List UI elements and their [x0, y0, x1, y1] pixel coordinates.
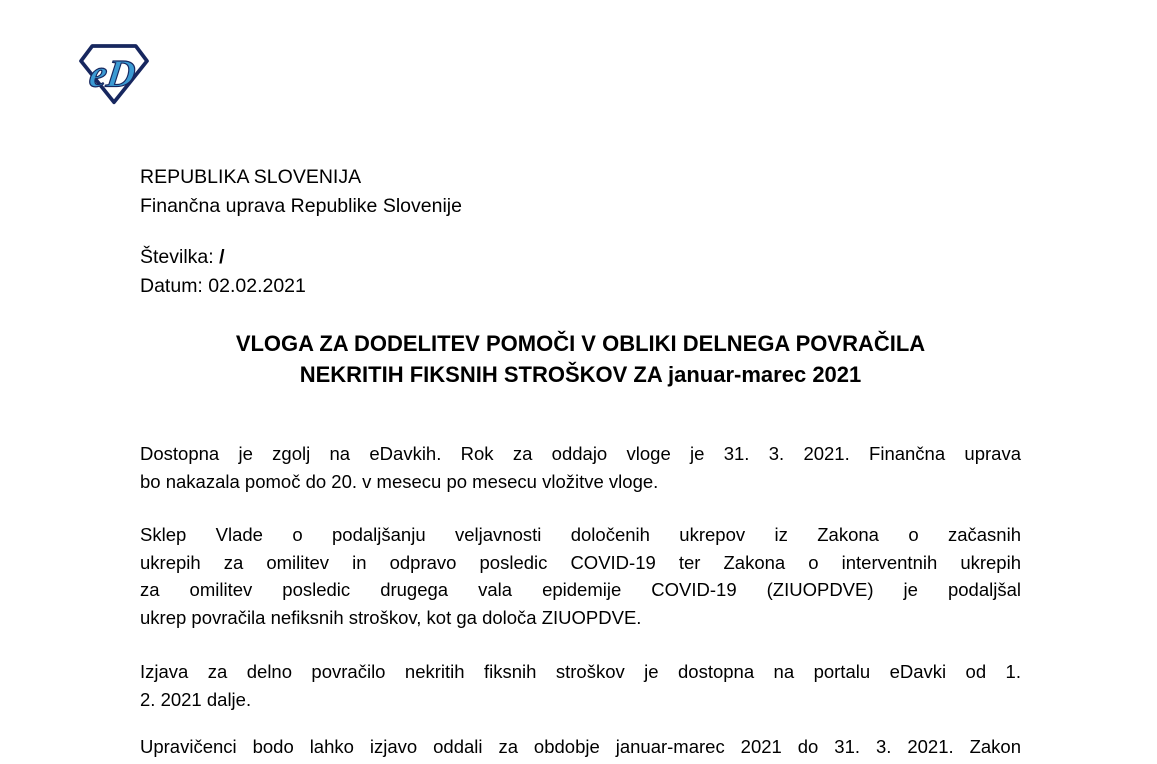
document-date-label: Datum: [140, 274, 203, 297]
paragraph-line: ukrepih za omilitev in odpravo posledic COVID-19 ter Zakona o interventnih ukrepih [140, 551, 1021, 573]
document-meta [140, 243, 306, 300]
document-number-line [140, 243, 306, 272]
paragraph-availability [140, 443, 1021, 498]
page-title-line-1: VLOGA ZA DODELITEV POMOČI V OBLIKI DELNEGA POVRAČILA [235, 331, 926, 356]
page-title-line-2: NEKRITIH FIKSNIH STROŠKOV ZA januar-marec 2021 [299, 362, 862, 387]
document-date-line [140, 272, 306, 301]
paragraph-line: 2. 2021 dalje. [140, 688, 252, 710]
letterhead [140, 163, 462, 221]
paragraph-line: Dostopna je zgolj na eDavkih. Rok za oddajo vloge je 31. 3. 2021. Finančna uprava [140, 443, 1021, 464]
edavki-logo-letters: eD [86, 52, 139, 96]
paragraph-line-clipped: Upravičenci bodo lahko izjavo oddali za obdobje januar-marec 2021 do 31. 3. 2021. Zakon [140, 736, 1021, 757]
paragraph-line: bo nakazala pomoč do 20. v mesecu po mesecu vložitve vloge. [140, 470, 659, 492]
paragraph-line: za omilitev posledic drugega vala epidemije COVID-19 (ZIUOPDVE) je podaljšal [140, 579, 1021, 600]
page-title [140, 328, 1021, 390]
paragraph-clipped [140, 736, 1021, 764]
document-number-label: Številka: [140, 246, 214, 268]
paragraph-line: Izjava za delno povračilo nekritih fiksnih stroškov je dostopna na portalu eDavki od 1. [140, 661, 1021, 682]
paragraph-statement-portal [140, 661, 1021, 716]
paragraph-line: ukrep povračila nefiksnih stroškov, kot ga določa ZIUOPDVE. [140, 606, 642, 628]
paragraph-line: Sklep Vlade o podaljšanju veljavnosti določenih ukrepov iz Zakona o začasnih [140, 524, 1021, 545]
edavki-logo-icon [76, 40, 152, 106]
document-number-value: / [219, 246, 225, 268]
letterhead-country: REPUBLIKA SLOVENIJA [140, 166, 362, 188]
letterhead-authority: Finančna uprava Republike Slovenije [140, 195, 462, 217]
paragraph-government-decree [140, 524, 1021, 634]
document-date-value: 02.02.2021 [208, 274, 306, 297]
